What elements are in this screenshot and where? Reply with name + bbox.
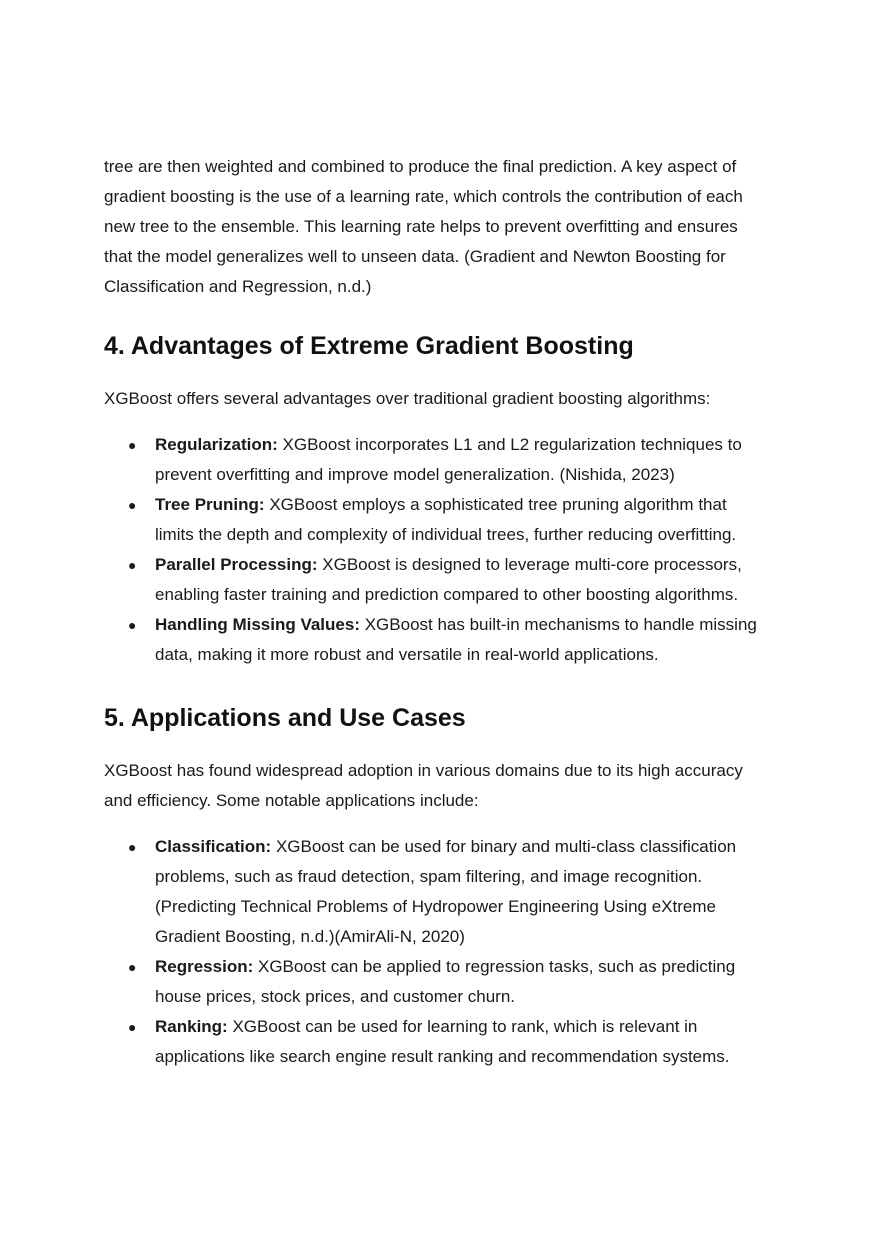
section-4-intro: XGBoost offers several advantages over traditional gradient boosting algorithms: — [104, 389, 711, 408]
item-text: XGBoost incorporates L1 and L2 regularization techniques to — [282, 435, 742, 454]
item-text: data, making it more robust and versatile in real-world applications. — [155, 645, 659, 664]
item-text: problems, such as fraud detection, spam filtering, and image recognition. — [155, 867, 703, 886]
bullet-icon: ● — [128, 557, 137, 573]
section-5-intro — [104, 756, 784, 816]
bullet-icon: ● — [128, 617, 137, 633]
paragraph-line: gradient boosting is the use of a learning rate, which controls the contribution of each — [104, 187, 743, 206]
list-item — [104, 610, 784, 670]
item-term: Tree Pruning: — [155, 495, 265, 514]
item-text: limits the depth and complexity of individual trees, further reducing overfitting. — [155, 525, 737, 544]
item-term: Regularization: — [155, 435, 278, 454]
item-term: Regression: — [155, 957, 254, 976]
item-text: XGBoost can be used for binary and multi-class classification — [275, 837, 737, 856]
paragraph-line: Classification and Regression, n.d.) — [104, 277, 372, 296]
item-text: Gradient Boosting, n.d.)(AmirAli-N, 2020) — [155, 927, 465, 946]
list-item — [104, 952, 784, 1012]
paragraph-line: XGBoost has found widespread adoption in various domains due to its high accuracy — [104, 761, 743, 780]
bullet-icon: ● — [128, 497, 137, 513]
item-text: house prices, stock prices, and customer churn. — [155, 987, 515, 1006]
document-page — [104, 152, 784, 1072]
list-item — [104, 430, 784, 490]
bullet-icon: ● — [128, 437, 137, 453]
paragraph-line: that the model generalizes well to unseen data. (Gradient and Newton Boosting for — [104, 247, 726, 266]
applications-list — [104, 832, 784, 1072]
item-text: prevent overfitting and improve model generalization. (Nishida, 2023) — [155, 465, 675, 484]
section-4-heading: 4. Advantages of Extreme Gradient Boosting — [104, 332, 634, 360]
advantages-list — [104, 430, 784, 670]
item-text: (Predicting Technical Problems of Hydropower Engineering Using eXtreme — [155, 897, 716, 916]
paragraph-line: new tree to the ensemble. This learning rate helps to prevent overfitting and ensures — [104, 217, 738, 236]
list-item — [104, 1012, 784, 1072]
item-text: XGBoost has built-in mechanisms to handle missing — [364, 615, 757, 634]
item-text: XGBoost employs a sophisticated tree pruning algorithm that — [269, 495, 727, 514]
item-term: Parallel Processing: — [155, 555, 318, 574]
paragraph-line: tree are then weighted and combined to produce the final prediction. A key aspect of — [104, 157, 737, 176]
item-term: Ranking: — [155, 1017, 228, 1036]
item-text: XGBoost can be used for learning to rank, which is relevant in — [232, 1017, 698, 1036]
bullet-icon: ● — [128, 959, 137, 975]
list-item — [104, 550, 784, 610]
item-text: applications like search engine result ranking and recommendation systems. — [155, 1047, 730, 1066]
section-5-heading: 5. Applications and Use Cases — [104, 704, 466, 732]
item-term: Handling Missing Values: — [155, 615, 360, 634]
list-item — [104, 832, 784, 952]
continuation-paragraph — [104, 152, 784, 302]
paragraph-line: and efficiency. Some notable applications include: — [104, 791, 479, 810]
item-term: Classification: — [155, 837, 272, 856]
item-text: enabling faster training and prediction compared to other boosting algorithms. — [155, 585, 739, 604]
item-text: XGBoost can be applied to regression tasks, such as predicting — [257, 957, 736, 976]
bullet-icon: ● — [128, 839, 137, 855]
bullet-icon: ● — [128, 1019, 137, 1035]
item-text: XGBoost is designed to leverage multi-core processors, — [322, 555, 742, 574]
list-item — [104, 490, 784, 550]
